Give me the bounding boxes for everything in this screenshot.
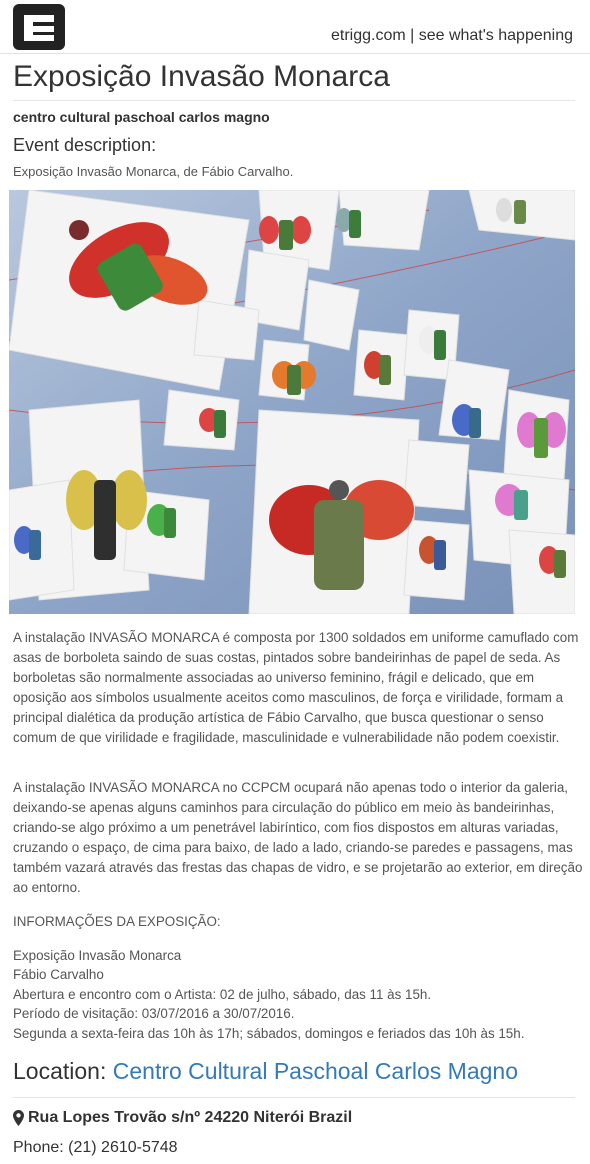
address-text: Rua Lopes Trovão s/nº 24220 Niterói Brazil	[28, 1109, 353, 1126]
location-label: Location:	[13, 1058, 113, 1084]
venue-subtitle: centro cultural paschoal carlos magno	[13, 109, 270, 125]
address	[13, 1109, 352, 1127]
site-header	[0, 0, 590, 54]
event-image	[9, 190, 575, 614]
location-divider	[13, 1097, 575, 1098]
site-tagline[interactable]: etrigg.com | see what's happening	[330, 27, 573, 44]
info-line: Exposição Invasão Monarca	[13, 948, 182, 963]
description-intro: Exposição Invasão Monarca, de Fábio Carvalho.	[13, 164, 294, 179]
venue-link[interactable]: Centro Cultural Paschoal Carlos Magno	[112, 1058, 519, 1084]
location-heading	[13, 1058, 518, 1085]
phone: Phone: (21) 2610-5748	[13, 1139, 178, 1156]
map-marker-icon	[13, 1110, 24, 1126]
page-title: Exposição Invasão Monarca	[13, 60, 390, 93]
info-heading: INFORMAÇÕES DA EXPOSIÇÃO:	[13, 914, 221, 929]
title-divider	[13, 100, 575, 101]
info-line: Período de visitação: 03/07/2016 a 30/07/2016.	[13, 1006, 295, 1022]
info-line: Abertura e encontro com o Artista: 02 de julho, sábado, das 11 às 15h.	[13, 986, 432, 1002]
description-heading: Event description:	[13, 135, 157, 155]
etrigg-logo[interactable]	[13, 4, 65, 50]
info-list	[13, 946, 524, 1043]
info-line: Segunda a sexta-feira das 10h às 17h; sábados, domingos e feriados das 10h às 15h.	[13, 1025, 525, 1041]
description-paragraph: A instalação INVASÃO MONARCA no CCPCM ocupará não apenas todo o interior da galeria, deixando-se apenas alguns caminhos para circulação do público em meio às bandeirinhas, criando-se algo próximo a um penetrável labiríntico, com fios dispostos em alturas variadas, cruzando o espaço, de cima para baixo, de lado a lado, criando-se paredes e passagens, mas também vazará através das frestas das chapas de vidro, e se projetarão ao exterior, em direção ao entorno.	[13, 780, 583, 895]
info-line: Fábio Carvalho	[13, 967, 104, 983]
description-paragraph: A instalação INVASÃO MONARCA é composta por 1300 soldados em uniforme camuflado com asas de borboleta saindo de suas costas, pintados sobre bandeirinhas de papel de seda. As borboletas são normalmente associadas ao universo feminino, frágil e delicado, que em oposição aos símbolos usualmente aceitos como masculinos, de força e virilidade, formam a principal dialética da produção artística de Fábio Carvalho, que busca questionar o senso comum de que virilidade e fragilidade, masculinidade e vulnerabilidade não podem coexistir.	[13, 630, 579, 745]
